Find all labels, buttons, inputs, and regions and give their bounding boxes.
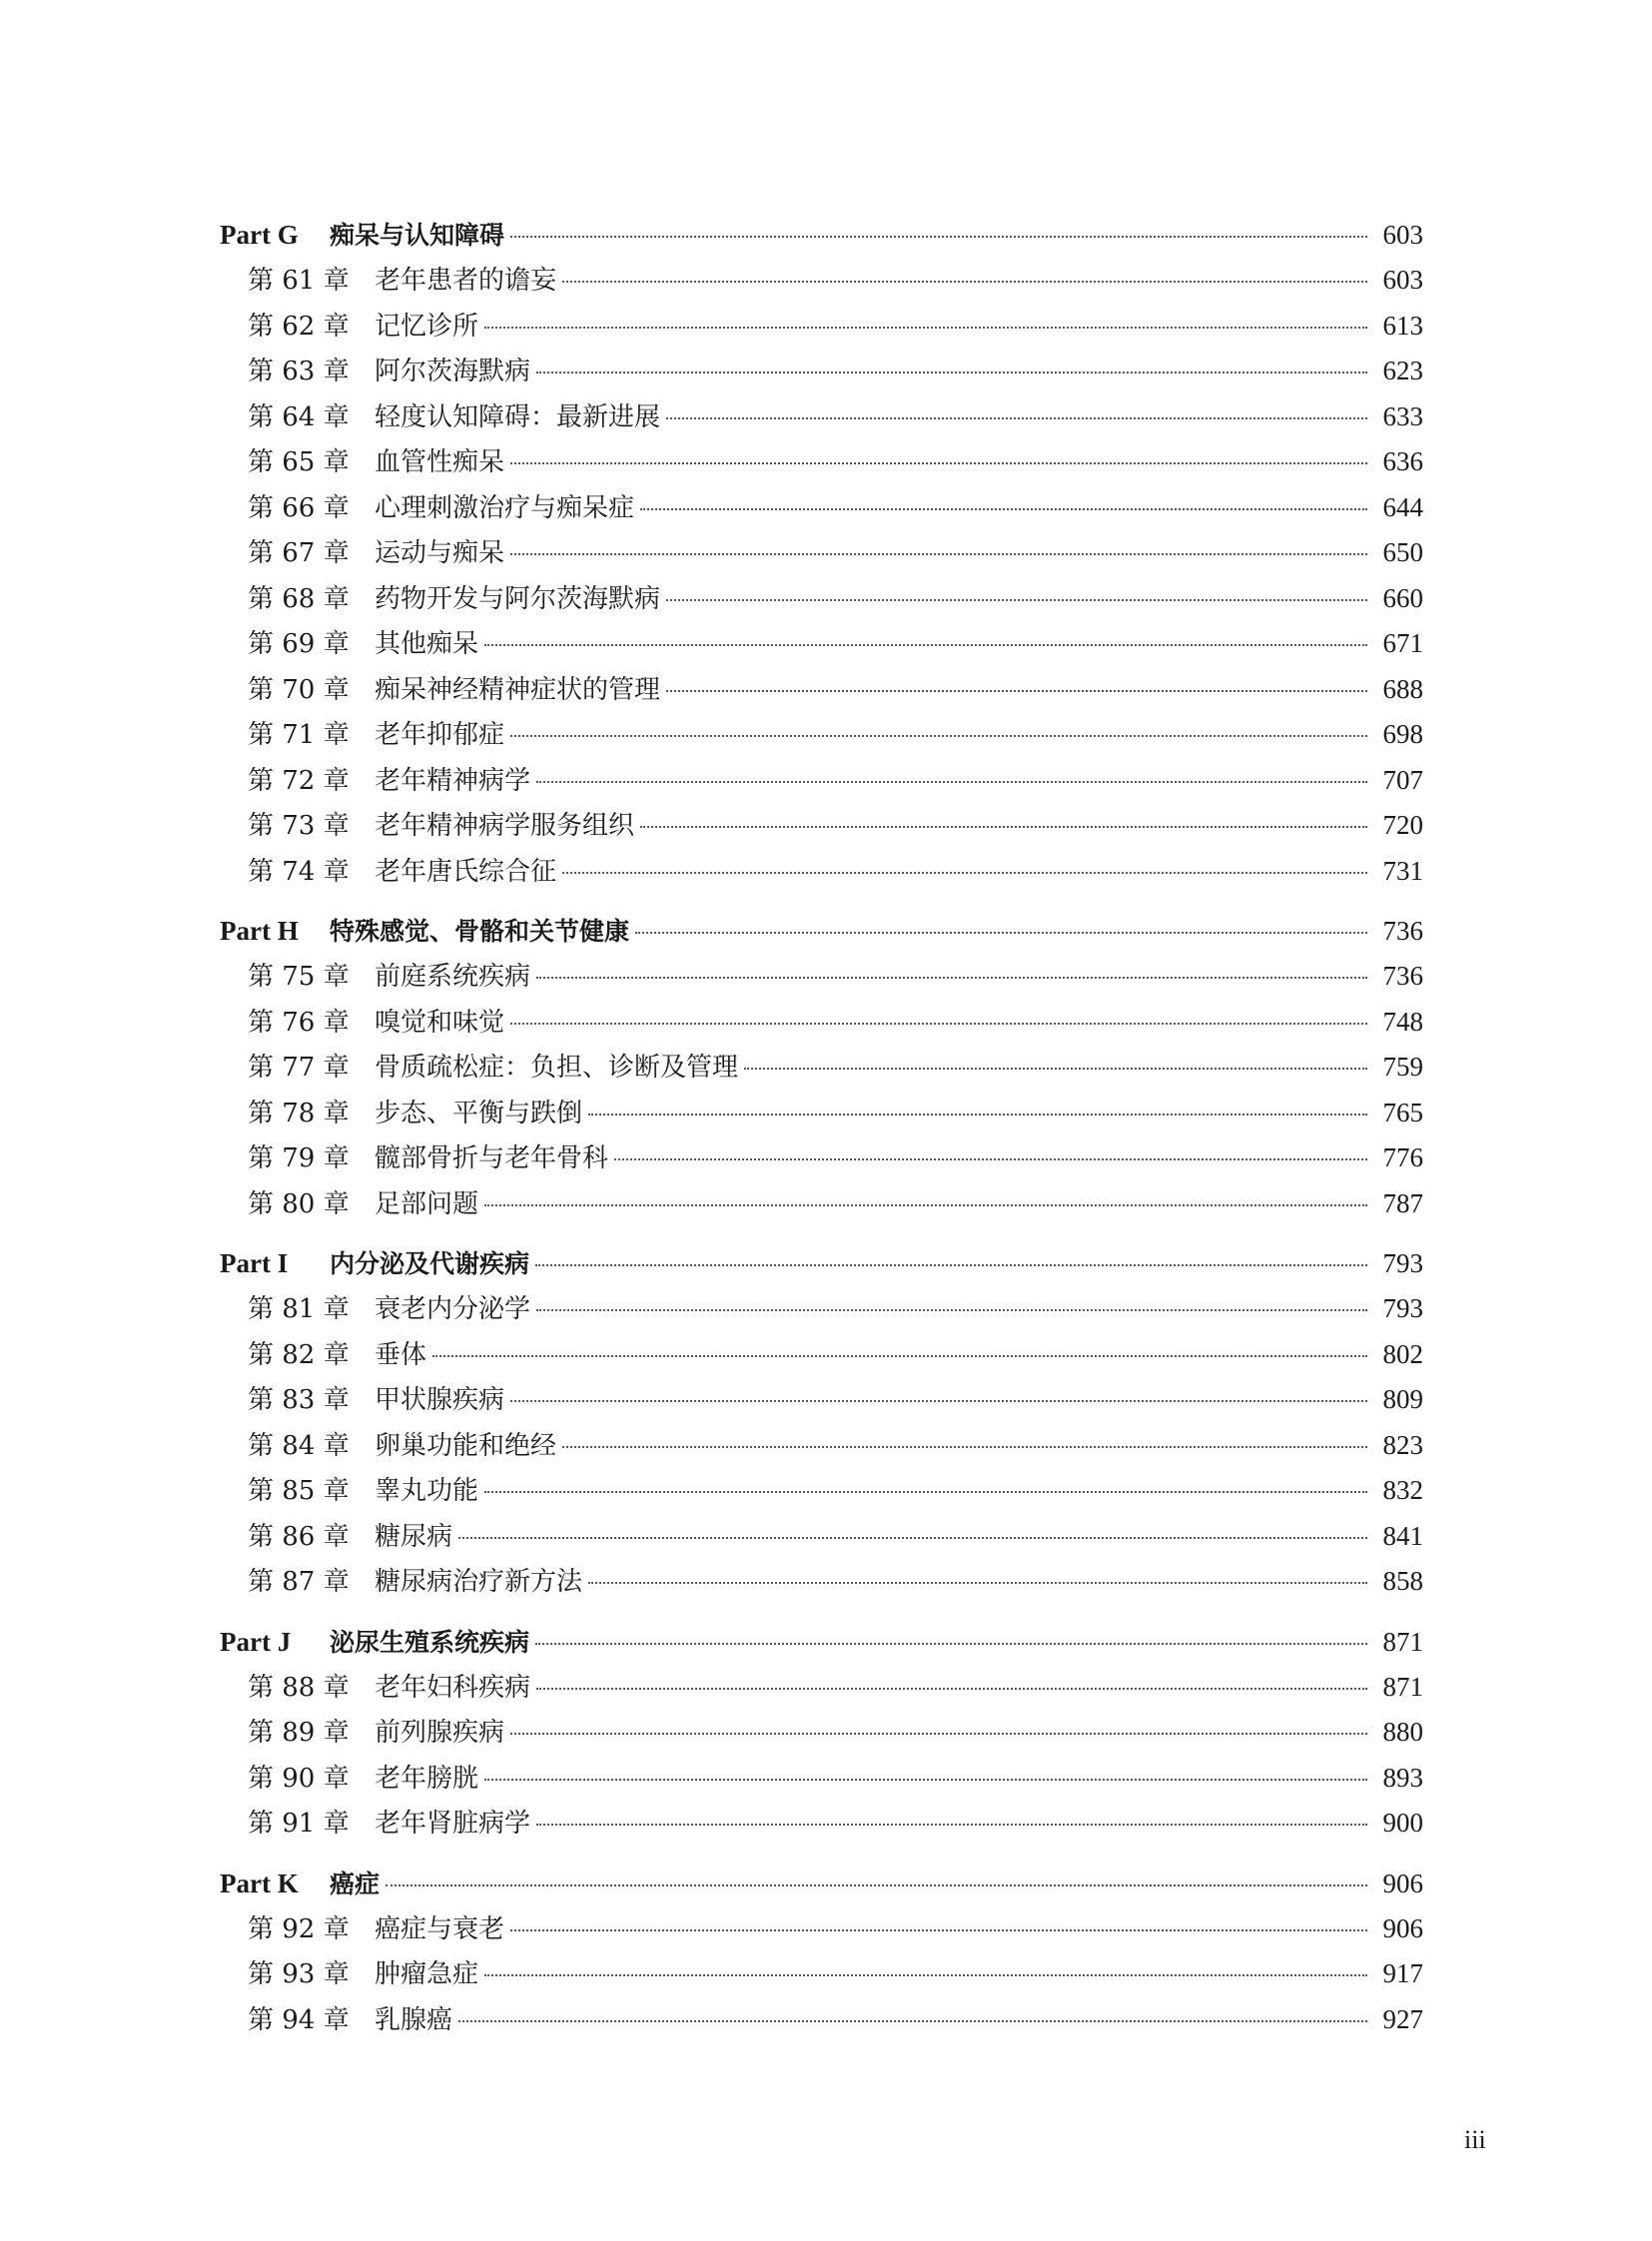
toc-part-heading[interactable] bbox=[220, 1619, 1423, 1665]
toc-part-heading[interactable] bbox=[220, 1861, 1423, 1906]
chapter-title: 运动与痴呆 bbox=[375, 538, 505, 568]
chapter-title: 乳腺癌 bbox=[375, 2004, 453, 2035]
chapter-number: 第 74 章 bbox=[248, 856, 350, 887]
chapter-number: 第 83 章 bbox=[248, 1385, 350, 1415]
dot-leader bbox=[510, 1733, 1367, 1735]
chapter-number: 第 78 章 bbox=[248, 1098, 350, 1128]
chapter-number: 第 89 章 bbox=[248, 1718, 350, 1748]
chapter-page-number: 858 bbox=[1382, 1566, 1423, 1596]
chapter-page-number: 793 bbox=[1382, 1293, 1423, 1323]
dot-leader bbox=[510, 1400, 1367, 1402]
part-page-number: 736 bbox=[1382, 916, 1423, 946]
chapter-number: 第 67 章 bbox=[248, 538, 350, 568]
chapter-page-number: 832 bbox=[1382, 1475, 1423, 1505]
chapter-page-number: 660 bbox=[1382, 582, 1423, 613]
dot-leader bbox=[536, 781, 1367, 783]
chapter-title: 痴呆神经精神症状的管理 bbox=[375, 674, 661, 705]
part-title: 癌症 bbox=[330, 1868, 381, 1898]
chapter-number: 第 82 章 bbox=[248, 1339, 350, 1370]
toc-chapter-entry[interactable] bbox=[220, 1468, 1423, 1514]
part-label: Part G bbox=[220, 220, 299, 250]
chapter-number: 第 75 章 bbox=[248, 962, 350, 992]
toc-chapter-entry[interactable] bbox=[220, 1286, 1423, 1332]
chapter-page-number: 613 bbox=[1382, 310, 1423, 341]
toc-chapter-entry[interactable] bbox=[220, 1045, 1423, 1091]
chapter-page-number: 880 bbox=[1382, 1717, 1423, 1747]
chapter-title: 老年唐氏综合征 bbox=[375, 856, 557, 887]
dot-leader bbox=[510, 236, 1367, 238]
chapter-page-number: 636 bbox=[1382, 446, 1423, 476]
chapter-number: 第 73 章 bbox=[248, 811, 350, 841]
dot-leader bbox=[536, 1688, 1367, 1690]
toc-part-block bbox=[220, 908, 1423, 1226]
toc-chapter-entry[interactable] bbox=[220, 1377, 1423, 1423]
chapter-title: 糖尿病 bbox=[375, 1521, 453, 1552]
toc-chapter-entry[interactable] bbox=[220, 1514, 1423, 1560]
chapter-title: 阿尔茨海默病 bbox=[375, 357, 531, 386]
chapter-title: 药物开发与阿尔茨海默病 bbox=[375, 583, 661, 614]
toc-chapter-entry[interactable] bbox=[220, 803, 1423, 849]
chapter-number: 第 88 章 bbox=[248, 1672, 350, 1703]
chapter-page-number: 871 bbox=[1382, 1671, 1423, 1702]
chapter-title: 足部问题 bbox=[375, 1188, 479, 1219]
chapter-title: 骨质疏松症：负担、诊断及管理 bbox=[375, 1053, 739, 1083]
chapter-page-number: 823 bbox=[1382, 1429, 1423, 1460]
chapter-title: 记忆诊所 bbox=[375, 311, 479, 342]
chapter-title: 老年抑郁症 bbox=[375, 720, 505, 750]
chapter-page-number: 917 bbox=[1382, 1958, 1423, 1988]
toc-part-block bbox=[220, 1861, 1423, 2043]
chapter-number: 第 90 章 bbox=[248, 1763, 350, 1794]
toc-chapter-entry[interactable] bbox=[220, 1135, 1423, 1181]
chapter-title: 老年肾脏病学 bbox=[375, 1809, 531, 1839]
toc-part-heading[interactable] bbox=[220, 908, 1423, 954]
dot-leader bbox=[484, 1974, 1367, 1976]
toc-chapter-entry[interactable] bbox=[220, 1559, 1423, 1605]
toc-chapter-entry[interactable] bbox=[220, 485, 1423, 531]
chapter-title: 垂体 bbox=[375, 1339, 427, 1370]
chapter-title: 睾丸功能 bbox=[375, 1476, 479, 1506]
toc-chapter-entry[interactable] bbox=[220, 576, 1423, 622]
chapter-page-number: 765 bbox=[1382, 1097, 1423, 1127]
toc-chapter-entry[interactable] bbox=[220, 258, 1423, 304]
chapter-number: 第 63 章 bbox=[248, 357, 350, 386]
chapter-page-number: 623 bbox=[1382, 356, 1423, 385]
toc-chapter-entry[interactable] bbox=[220, 1997, 1423, 2043]
chapter-title: 糖尿病治疗新方法 bbox=[375, 1567, 583, 1597]
chapter-title: 髋部骨折与老年骨科 bbox=[375, 1143, 609, 1173]
dot-leader bbox=[666, 417, 1367, 419]
part-title: 痴呆与认知障碍 bbox=[330, 221, 505, 250]
part-label: Part J bbox=[220, 1626, 292, 1657]
toc-chapter-entry[interactable] bbox=[220, 394, 1423, 440]
dot-leader bbox=[640, 826, 1367, 828]
chapter-number: 第 77 章 bbox=[248, 1053, 350, 1083]
chapter-title: 老年精神病学 bbox=[375, 765, 531, 796]
chapter-page-number: 736 bbox=[1382, 961, 1423, 991]
toc-part-heading[interactable] bbox=[220, 212, 1423, 258]
part-title: 内分泌及代谢疾病 bbox=[330, 1249, 530, 1278]
toc-chapter-entry[interactable] bbox=[220, 1665, 1423, 1711]
chapter-number: 第 71 章 bbox=[248, 720, 350, 750]
dot-leader bbox=[666, 690, 1367, 692]
toc-chapter-entry[interactable] bbox=[220, 712, 1423, 758]
chapter-title: 步态、平衡与跌倒 bbox=[375, 1098, 583, 1128]
toc-chapter-entry[interactable] bbox=[220, 1000, 1423, 1046]
chapter-title: 血管性痴呆 bbox=[375, 447, 505, 477]
chapter-title: 嗅觉和味觉 bbox=[375, 1007, 505, 1038]
chapter-page-number: 776 bbox=[1382, 1142, 1423, 1172]
chapter-page-number: 698 bbox=[1382, 719, 1423, 749]
dot-leader bbox=[640, 508, 1367, 510]
dot-leader bbox=[536, 372, 1367, 374]
toc-chapter-entry[interactable] bbox=[220, 1710, 1423, 1756]
chapter-page-number: 906 bbox=[1382, 1912, 1423, 1943]
toc-chapter-entry[interactable] bbox=[220, 1181, 1423, 1227]
part-title: 特殊感觉、骨骼和关节健康 bbox=[330, 917, 630, 946]
toc-chapter-entry[interactable] bbox=[220, 1951, 1423, 1997]
chapter-number: 第 61 章 bbox=[248, 266, 350, 296]
chapter-title: 前庭系统疾病 bbox=[375, 962, 531, 992]
dot-leader bbox=[432, 1355, 1367, 1357]
dot-leader bbox=[535, 1643, 1367, 1645]
chapter-page-number: 731 bbox=[1382, 855, 1423, 886]
chapter-page-number: 927 bbox=[1382, 2003, 1423, 2034]
chapter-number: 第 62 章 bbox=[248, 311, 350, 342]
chapter-page-number: 787 bbox=[1382, 1187, 1423, 1218]
dot-leader bbox=[484, 1491, 1367, 1493]
chapter-number: 第 92 章 bbox=[248, 1913, 350, 1944]
dot-leader bbox=[614, 1158, 1367, 1160]
dot-leader bbox=[510, 735, 1367, 737]
part-page-number: 603 bbox=[1382, 220, 1423, 250]
dot-leader bbox=[536, 1309, 1367, 1311]
chapter-title: 老年膀胱 bbox=[375, 1763, 479, 1794]
dot-leader bbox=[484, 327, 1367, 329]
chapter-page-number: 748 bbox=[1382, 1006, 1423, 1037]
chapter-page-number: 688 bbox=[1382, 673, 1423, 704]
page-folio: iii bbox=[1464, 2125, 1486, 2154]
chapter-number: 第 94 章 bbox=[248, 2004, 350, 2035]
chapter-page-number: 893 bbox=[1382, 1762, 1423, 1793]
toc-chapter-entry[interactable] bbox=[220, 667, 1423, 713]
part-page-number: 793 bbox=[1382, 1248, 1423, 1278]
dot-leader bbox=[510, 553, 1367, 555]
chapter-number: 第 80 章 bbox=[248, 1188, 350, 1219]
chapter-page-number: 900 bbox=[1382, 1808, 1423, 1838]
toc-chapter-entry[interactable] bbox=[220, 1756, 1423, 1802]
toc-chapter-entry[interactable] bbox=[220, 621, 1423, 667]
toc-chapter-entry[interactable] bbox=[220, 1801, 1423, 1847]
table-of-contents bbox=[220, 212, 1423, 2056]
chapter-number: 第 91 章 bbox=[248, 1809, 350, 1839]
dot-leader bbox=[562, 1446, 1367, 1448]
dot-leader bbox=[536, 1824, 1367, 1826]
toc-part-block bbox=[220, 1240, 1423, 1605]
chapter-title: 癌症与衰老 bbox=[375, 1913, 505, 1944]
toc-part-heading[interactable] bbox=[220, 1240, 1423, 1286]
chapter-number: 第 66 章 bbox=[248, 492, 350, 523]
chapter-page-number: 720 bbox=[1382, 810, 1423, 840]
dot-leader bbox=[510, 462, 1367, 464]
chapter-title: 老年患者的谵妄 bbox=[375, 266, 557, 296]
toc-chapter-entry[interactable] bbox=[220, 1906, 1423, 1952]
dot-leader bbox=[666, 599, 1367, 601]
toc-chapter-entry[interactable] bbox=[220, 439, 1423, 485]
toc-chapter-entry[interactable] bbox=[220, 530, 1423, 576]
chapter-title: 轻度认知障碍：最新进展 bbox=[375, 401, 661, 432]
chapter-number: 第 72 章 bbox=[248, 765, 350, 796]
dot-leader bbox=[562, 281, 1367, 283]
chapter-page-number: 603 bbox=[1382, 265, 1423, 295]
dot-leader bbox=[386, 1884, 1367, 1886]
chapter-number: 第 69 章 bbox=[248, 629, 350, 659]
chapter-title: 心理刺激治疗与痴呆症 bbox=[375, 492, 635, 523]
chapter-page-number: 707 bbox=[1382, 764, 1423, 795]
dot-leader bbox=[562, 872, 1367, 874]
toc-chapter-entry[interactable] bbox=[220, 1332, 1423, 1378]
chapter-number: 第 85 章 bbox=[248, 1476, 350, 1506]
dot-leader bbox=[510, 1929, 1367, 1931]
dot-leader bbox=[484, 644, 1367, 646]
chapter-number: 第 87 章 bbox=[248, 1567, 350, 1597]
dot-leader bbox=[588, 1582, 1367, 1584]
chapter-page-number: 809 bbox=[1382, 1384, 1423, 1414]
dot-leader bbox=[458, 1537, 1367, 1539]
chapter-title: 甲状腺疾病 bbox=[375, 1385, 505, 1415]
toc-part-block bbox=[220, 1619, 1423, 1847]
chapter-title: 老年精神病学服务组织 bbox=[375, 811, 635, 841]
chapter-page-number: 841 bbox=[1382, 1520, 1423, 1551]
toc-chapter-entry[interactable] bbox=[220, 758, 1423, 804]
dot-leader bbox=[536, 977, 1367, 979]
part-page-number: 906 bbox=[1382, 1868, 1423, 1898]
dot-leader bbox=[484, 1204, 1367, 1206]
chapter-title: 其他痴呆 bbox=[375, 629, 479, 659]
chapter-number: 第 93 章 bbox=[248, 1959, 350, 1989]
chapter-number: 第 79 章 bbox=[248, 1143, 350, 1173]
chapter-title: 卵巢功能和绝经 bbox=[375, 1430, 557, 1461]
toc-chapter-entry[interactable] bbox=[220, 1091, 1423, 1136]
part-page-number: 871 bbox=[1382, 1626, 1423, 1657]
toc-chapter-entry[interactable] bbox=[220, 954, 1423, 1000]
chapter-number: 第 64 章 bbox=[248, 401, 350, 432]
chapter-number: 第 70 章 bbox=[248, 674, 350, 705]
dot-leader bbox=[588, 1114, 1367, 1116]
chapter-page-number: 633 bbox=[1382, 400, 1423, 431]
dot-leader bbox=[635, 932, 1367, 934]
chapter-number: 第 86 章 bbox=[248, 1521, 350, 1552]
chapter-number: 第 68 章 bbox=[248, 583, 350, 614]
chapter-page-number: 650 bbox=[1382, 537, 1423, 567]
part-label: Part K bbox=[220, 1868, 299, 1898]
dot-leader bbox=[458, 2020, 1367, 2022]
chapter-number: 第 84 章 bbox=[248, 1430, 350, 1461]
chapter-page-number: 671 bbox=[1382, 628, 1423, 658]
dot-leader bbox=[510, 1023, 1367, 1025]
toc-chapter-entry[interactable] bbox=[220, 1423, 1423, 1469]
chapter-number: 第 81 章 bbox=[248, 1294, 350, 1324]
part-label: Part H bbox=[220, 916, 299, 946]
chapter-title: 肿瘤急症 bbox=[375, 1959, 479, 1989]
part-label: Part I bbox=[220, 1248, 289, 1278]
chapter-page-number: 644 bbox=[1382, 491, 1423, 522]
chapter-title: 衰老内分泌学 bbox=[375, 1294, 531, 1324]
toc-chapter-entry[interactable] bbox=[220, 349, 1423, 394]
chapter-number: 第 76 章 bbox=[248, 1007, 350, 1038]
dot-leader bbox=[535, 1264, 1367, 1266]
toc-chapter-entry[interactable] bbox=[220, 849, 1423, 895]
dot-leader bbox=[484, 1779, 1367, 1781]
chapter-number: 第 65 章 bbox=[248, 447, 350, 477]
chapter-title: 老年妇科疾病 bbox=[375, 1672, 531, 1703]
chapter-page-number: 802 bbox=[1382, 1338, 1423, 1369]
part-title: 泌尿生殖系统疾病 bbox=[330, 1627, 530, 1657]
toc-part-block bbox=[220, 212, 1423, 894]
dot-leader bbox=[744, 1068, 1367, 1070]
toc-chapter-entry[interactable] bbox=[220, 304, 1423, 350]
chapter-page-number: 759 bbox=[1382, 1052, 1423, 1082]
chapter-title: 前列腺疾病 bbox=[375, 1718, 505, 1748]
